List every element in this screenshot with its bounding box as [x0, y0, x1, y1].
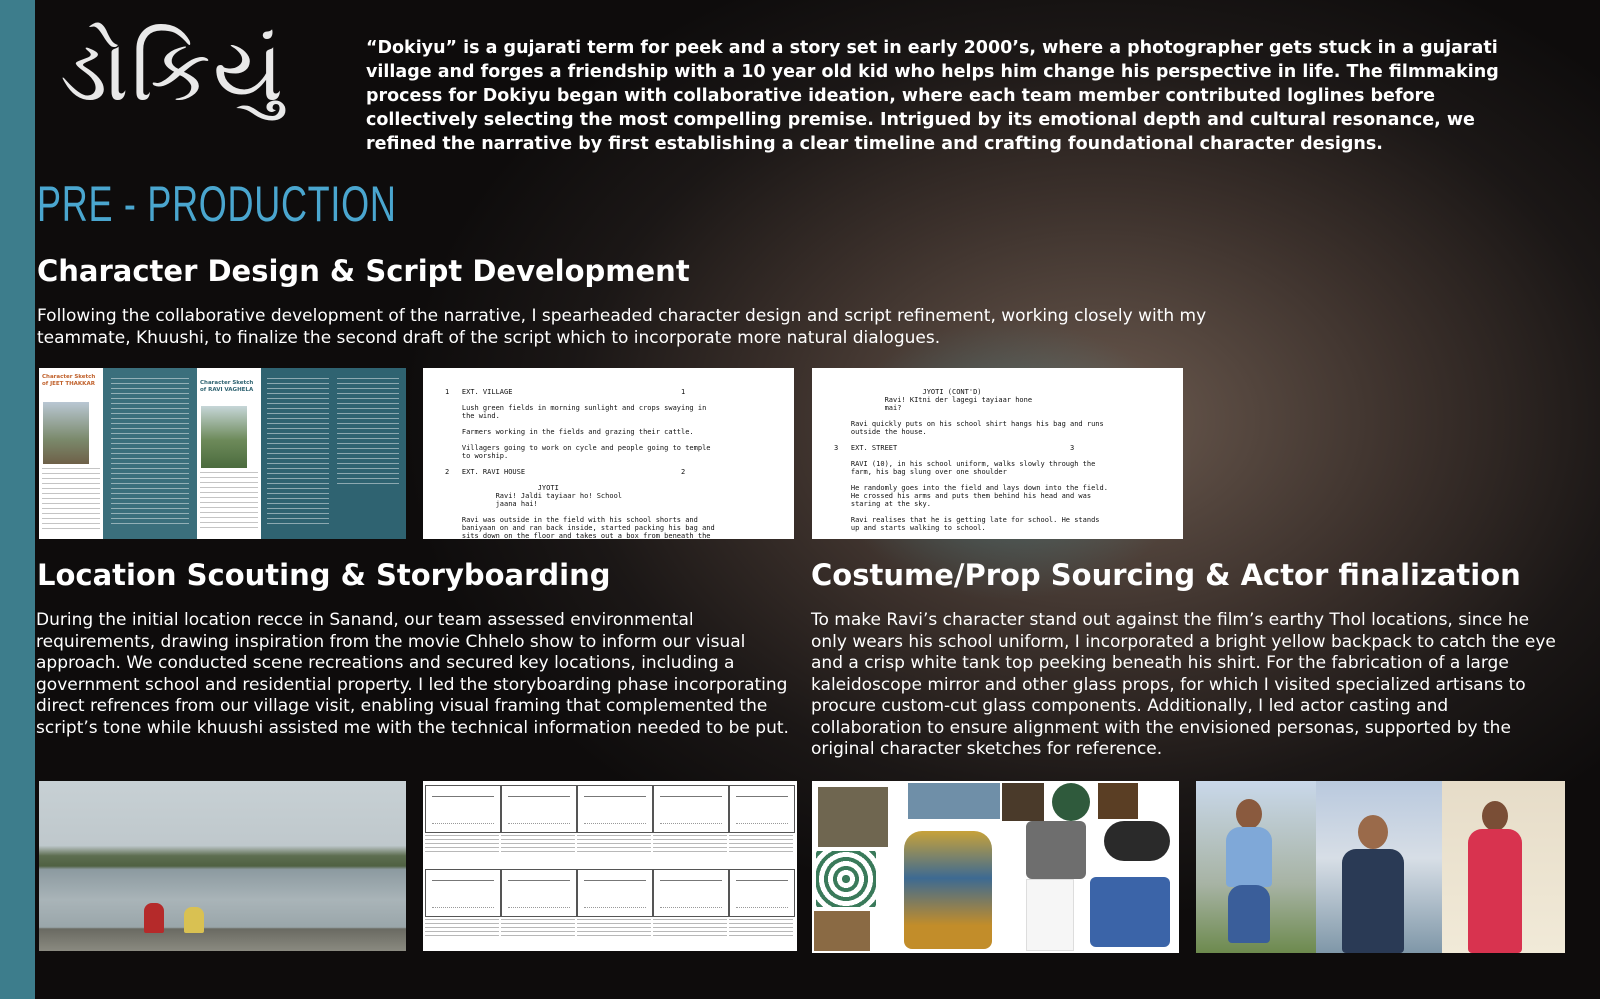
intro-paragraph: “Dokiyu” is a gujarati term for peek and a story set in early 2000’s, where a photographer gets stuck in a gujarati village and forges a friendship with a 10 year old kid who helps him change his perspective in life. The filmmaking process for Dokiyu began with collaborative ideation, where each team member contributed loglines before collectively selecting the most compelling premise. Intrigued by its emotional depth and cultural resonance, we refined the narrative by first establishing a clear timeline and crafting foundational character designs.: [366, 38, 1499, 154]
storyboard-frame: [501, 869, 577, 917]
adult-actor-head: [1358, 815, 1388, 849]
sketch-traits-text-2a: [267, 378, 329, 528]
storyboard-caption: [729, 835, 793, 855]
storyboard-caption: [729, 919, 793, 939]
bag-pouch: [814, 911, 870, 951]
storyboard-caption: [577, 919, 651, 939]
grey-shirt: [1026, 821, 1086, 879]
character-sketch-image: [39, 368, 406, 539]
script-page-2-text: JYOTI (CONT'D) Ravi! KItni der lagegi tayiaar hone mai? Ravi quickly puts on his school shirt hangs his bag and runs outside the house. 3 EXT. STREET 3 RAVI (10), in his school uniform, walks slowly through the farm, his bag slung over one shoulder He randomly goes into the field and lays down into the field. He crossed his arms and puts them behind his head and was staring at the sky. Ravi realises that he is getting late for school. He stands up and starts walking to school.: [834, 388, 1108, 532]
storyboard-frame: [729, 785, 795, 833]
sketch-traits-text-2b: [337, 378, 399, 488]
storyboard-caption: [501, 835, 575, 855]
dokiyu-logo: [60, 21, 350, 188]
storyboard-caption: [653, 835, 727, 855]
character-heading: Character Design & Script Development: [37, 254, 690, 288]
woman-actor-saree: [1468, 829, 1522, 953]
sketch-title-1: Character Sketch of JEET THAKKAR: [42, 374, 96, 387]
storyboard-caption: [653, 919, 727, 939]
storyboard-frame: [425, 869, 501, 917]
sketch-notes-2: [200, 472, 258, 532]
script-page-1-text: 1 EXT. VILLAGE 1 Lush green fields in morning sunlight and crops swaying in the wind. Farmers working in the fields and grazing their cattle. Villagers going to work on cycle and people going to temple to worship. 2 EXT. RAVI HOUSE 2 JYOTI Ravi! Jaldi tayiaar ho! School jaana hai! Ravi was outside in the field with his school shorts and baniyaan on and ran back inside, started packing his bag and sits down on the floor and takes out a box from beneath the: [445, 388, 715, 539]
marbles: [816, 851, 876, 907]
sketch-traits-text-1: [111, 378, 189, 528]
yellow-backpack: [904, 831, 992, 949]
storyboard-frame: [501, 785, 577, 833]
costume-text: To make Ravi’s character stand out against the film’s earthy Thol locations, since he only wears his school uniform, I incorporated a bright yellow backpack to catch the eye and a crisp white tank top peeking beneath his shirt. For the fabrication of a large kaleidoscope mirror and other glass props, for which I visited specialized artisans to procure custom-cut glass components. Additionally, I led actor casting and collaboration to ensure alignment with the envisioned personas, supported by the original character sketches for reference.: [811, 610, 1556, 759]
sketch-notes-1: [42, 468, 100, 532]
child-actor-shirt: [1226, 827, 1272, 887]
sandals: [1104, 821, 1170, 861]
actors-photo: [1196, 781, 1565, 953]
location-heading: Location Scouting & Storyboarding: [37, 558, 611, 592]
character-text: Following the collaborative development of the narrative, I spearheaded character design and script refinement, working closely with my teammate, Khuushi, to finalize the second draft of the script which to incorporate more natural dialogues.: [37, 306, 1207, 348]
storyboard-frame: [425, 785, 501, 833]
blue-shorts: [1090, 877, 1170, 947]
location-text: During the initial location recce in Sanand, our team assessed environmental requirements, drawing inspiration from the movie Chhelo show to inform our visual approach. We conducted scene recreations and secured key locations, including a government school and residential property. I led the storyboarding phase incorporating direct refrences from our village visit, enabling visual framing that complemented the script’s tone while khuushi assisted me with the technical information needed to be put.: [36, 610, 789, 738]
storyboard-caption: [425, 835, 499, 855]
storyboard-image: [423, 781, 797, 951]
script-page-1: [423, 368, 794, 539]
storyboard-frame: [729, 869, 795, 917]
adult-figure: [184, 907, 204, 933]
white-tank-top: [1026, 879, 1074, 951]
sketch-page-1: [39, 368, 103, 539]
storyboard-caption: [425, 919, 499, 939]
location-photo: [39, 781, 406, 951]
sketch-traits-2: [261, 368, 406, 539]
storyboard-frame: [653, 785, 729, 833]
storyboard-frame: [577, 785, 653, 833]
storyboard-caption: [577, 835, 651, 855]
sketch-photo-1: [43, 402, 89, 464]
blue-cloth: [908, 783, 1000, 819]
sketch-page-2: [197, 368, 261, 539]
wooden-box: [1098, 783, 1138, 819]
section-title: PRE - PRODUCTION: [37, 176, 397, 232]
props-photo: [812, 781, 1179, 953]
child-actor-head: [1236, 799, 1262, 829]
costume-heading: Costume/Prop Sourcing & Actor finalization: [811, 558, 1521, 592]
script-page-2: [812, 368, 1183, 539]
kaleidoscope: [1052, 783, 1090, 821]
sketch-title-2: Character Sketch of RAVI VAGHELA: [200, 380, 254, 393]
adult-actor-jacket: [1342, 849, 1404, 953]
glass-pieces: [818, 787, 888, 847]
child-actor-jeans: [1228, 885, 1270, 943]
logo-text: ડોકિયું: [60, 21, 286, 121]
sketch-traits-1: [103, 368, 197, 539]
storyboard-frame: [577, 869, 653, 917]
sketch-photo-2: [201, 406, 247, 468]
side-accent-bar: [0, 0, 35, 999]
woman-actor-head: [1482, 801, 1508, 831]
old-box: [1002, 783, 1044, 821]
storyboard-frame: [653, 869, 729, 917]
child-figure: [144, 903, 164, 933]
storyboard-caption: [501, 919, 575, 939]
